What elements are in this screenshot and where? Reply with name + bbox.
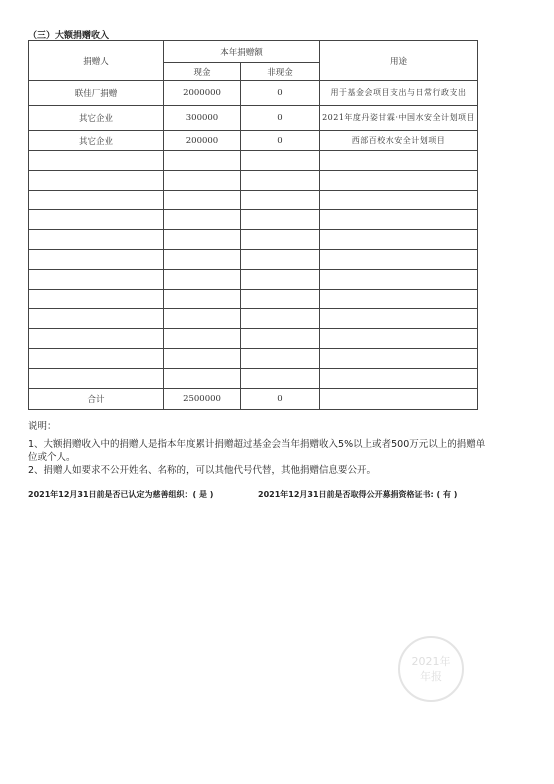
- cash-cell: 2000000: [164, 81, 241, 106]
- cash-cell: 300000: [164, 106, 241, 131]
- header-donor: 捐赠人: [29, 41, 164, 81]
- empty-row: [29, 170, 478, 190]
- donor-cell: 其它企业: [29, 106, 164, 131]
- notes-section: [28, 420, 488, 477]
- watermark-line-2: 年报: [420, 670, 442, 683]
- purpose-cell: 西部百校水安全计划项目: [320, 131, 478, 151]
- section-title: （三）大额捐赠收入: [28, 31, 110, 41]
- annual-report-watermark: [398, 636, 464, 702]
- empty-row: [29, 269, 478, 289]
- empty-row: [29, 309, 478, 329]
- notes-label: 说明：: [28, 421, 57, 432]
- total-row: [29, 388, 478, 409]
- empty-row: [29, 329, 478, 349]
- total-purpose: [320, 388, 478, 409]
- large-donations-table: [28, 40, 478, 410]
- header-non-cash: 非现金: [241, 63, 320, 81]
- total-cash: 2500000: [164, 388, 241, 409]
- empty-row: [29, 151, 478, 171]
- fundraising-status: 2021年12月31日前是否取得公开募捐资格证书: ( 有 ): [258, 490, 458, 499]
- note-item-2: 2、捐赠人如要求不公开姓名、名称的，可以其他代号代替，其他捐赠信息要公开。: [28, 465, 377, 476]
- donor-cell: 其它企业: [29, 131, 164, 151]
- table-row: [29, 131, 478, 151]
- total-non-cash: 0: [241, 388, 320, 409]
- non-cash-cell: 0: [241, 131, 320, 151]
- table-row: [29, 81, 478, 106]
- empty-row: [29, 230, 478, 250]
- total-label: 合计: [29, 388, 164, 409]
- charity-status: 2021年12月31日前是否已认定为慈善组织：( 是 ): [28, 490, 214, 499]
- non-cash-cell: 0: [241, 81, 320, 106]
- header-cash: 现金: [164, 63, 241, 81]
- empty-row: [29, 289, 478, 309]
- non-cash-cell: 0: [241, 106, 320, 131]
- header-amount-group: 本年捐赠额: [164, 41, 320, 63]
- cash-cell: 200000: [164, 131, 241, 151]
- empty-row: [29, 249, 478, 269]
- empty-row: [29, 210, 478, 230]
- empty-row: [29, 190, 478, 210]
- empty-row: [29, 348, 478, 368]
- donor-cell: 联佳厂捐赠: [29, 81, 164, 106]
- purpose-cell: 2021年度丹姿甘霖·中国水安全计划项目: [320, 106, 478, 131]
- purpose-cell: 用于基金会项目支出与日常行政支出: [320, 81, 478, 106]
- empty-row: [29, 368, 478, 388]
- header-purpose: 用途: [320, 41, 478, 81]
- table-row: [29, 106, 478, 131]
- note-item-1: 1、大额捐赠收入中的捐赠人是指本年度累计捐赠超过基金会当年捐赠收入5%以上或者500万元以上的捐赠单位或个人。: [28, 439, 486, 463]
- watermark-line-1: 2021年: [411, 655, 451, 668]
